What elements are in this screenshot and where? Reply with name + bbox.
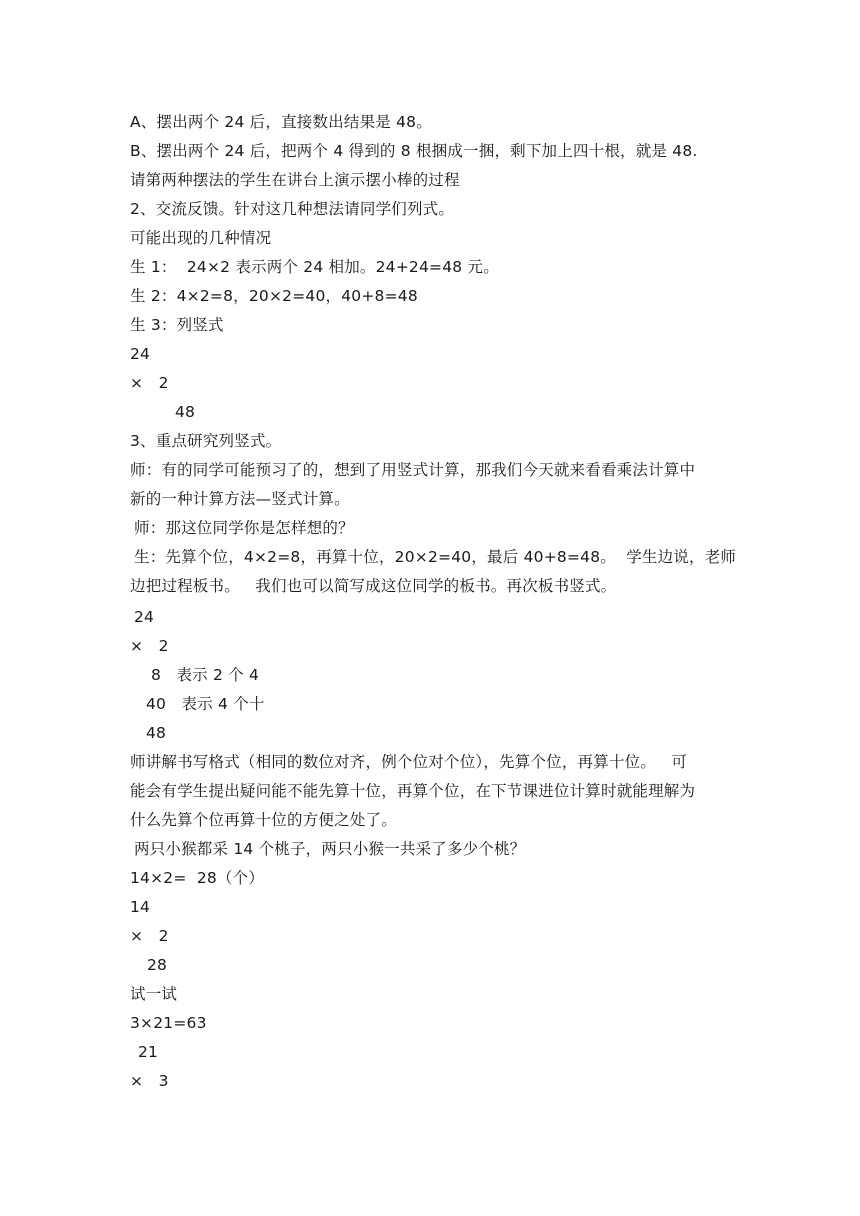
text-line: 边把过程板书。 我们也可以简写成这位同学的板书。再次板书竖式。 (130, 577, 617, 595)
text-line: 3、重点研究列竖式。 (130, 432, 282, 450)
text-line: 生 1： 24×2 表示两个 24 相加。24+24=48 元。 (130, 258, 499, 276)
text-line: 生 2：4×2=8，20×2=40，40+8=48 (130, 287, 418, 305)
text-line: 试一试 (130, 985, 178, 1003)
vertical-calc-line: × 3 (130, 1072, 169, 1090)
vertical-calc-line: 40 表示 4 个十 (146, 695, 265, 713)
text-line: 14×2= 28（个） (130, 869, 265, 887)
text-line: 生：先算个位，4×2=8，再算十位，20×2=40，最后 40+8=48。 学生边说，老师 (134, 548, 737, 566)
vertical-calc-line: × 2 (130, 927, 169, 945)
vertical-calc-line: × 2 (130, 374, 169, 392)
vertical-calc-line: 48 (146, 724, 167, 742)
text-line: 师讲解书写格式（相同的数位对齐，例个位对个位），先算个位，再算十位。 可 (130, 753, 688, 771)
vertical-calc-line: 48 (175, 403, 196, 421)
vertical-calc-line: × 2 (130, 637, 169, 655)
vertical-calc-line: 8 表示 2 个 4 (151, 666, 260, 684)
text-line: A、摆出两个 24 后，直接数出结果是 48。 (130, 113, 432, 131)
text-line: 师：有的同学可能预习了的，想到了用竖式计算，那我们今天就来看看乘法计算中 (130, 461, 696, 479)
vertical-calc-line: 24 (134, 608, 155, 626)
text-line: 师：那这位同学你是怎样想的？ (134, 519, 354, 537)
vertical-calc-line: 21 (138, 1043, 159, 1061)
text-line: 请第两种摆法的学生在讲台上演示摆小棒的过程 (130, 171, 460, 189)
vertical-calc-line: 28 (147, 956, 168, 974)
text-line: 2、交流反馈。针对这几种想法请同学们列式。 (130, 200, 455, 218)
text-line: 能会有学生提出疑问能不能先算十位，再算个位，在下节课进位计算时就能理解为 (130, 782, 696, 800)
vertical-calc-line: 14 (130, 898, 151, 916)
text-line: 3×21=63 (130, 1014, 207, 1032)
text-line: 两只小猴都采 14 个桃子，两只小猴一共采了多少个桃？ (134, 840, 526, 858)
text-line: B、摆出两个 24 后，把两个 4 得到的 8 根捆成一捆，剩下加上四十根，就是 48. (130, 142, 698, 160)
text-line: 可能出现的几种情况 (130, 229, 272, 247)
text-line: 新的一种计算方法—竖式计算。 (130, 490, 350, 508)
text-line: 什么先算个位再算十位的方便之处了。 (130, 811, 397, 829)
vertical-calc-line: 24 (130, 345, 151, 363)
text-line: 生 3：列竖式 (130, 316, 224, 334)
